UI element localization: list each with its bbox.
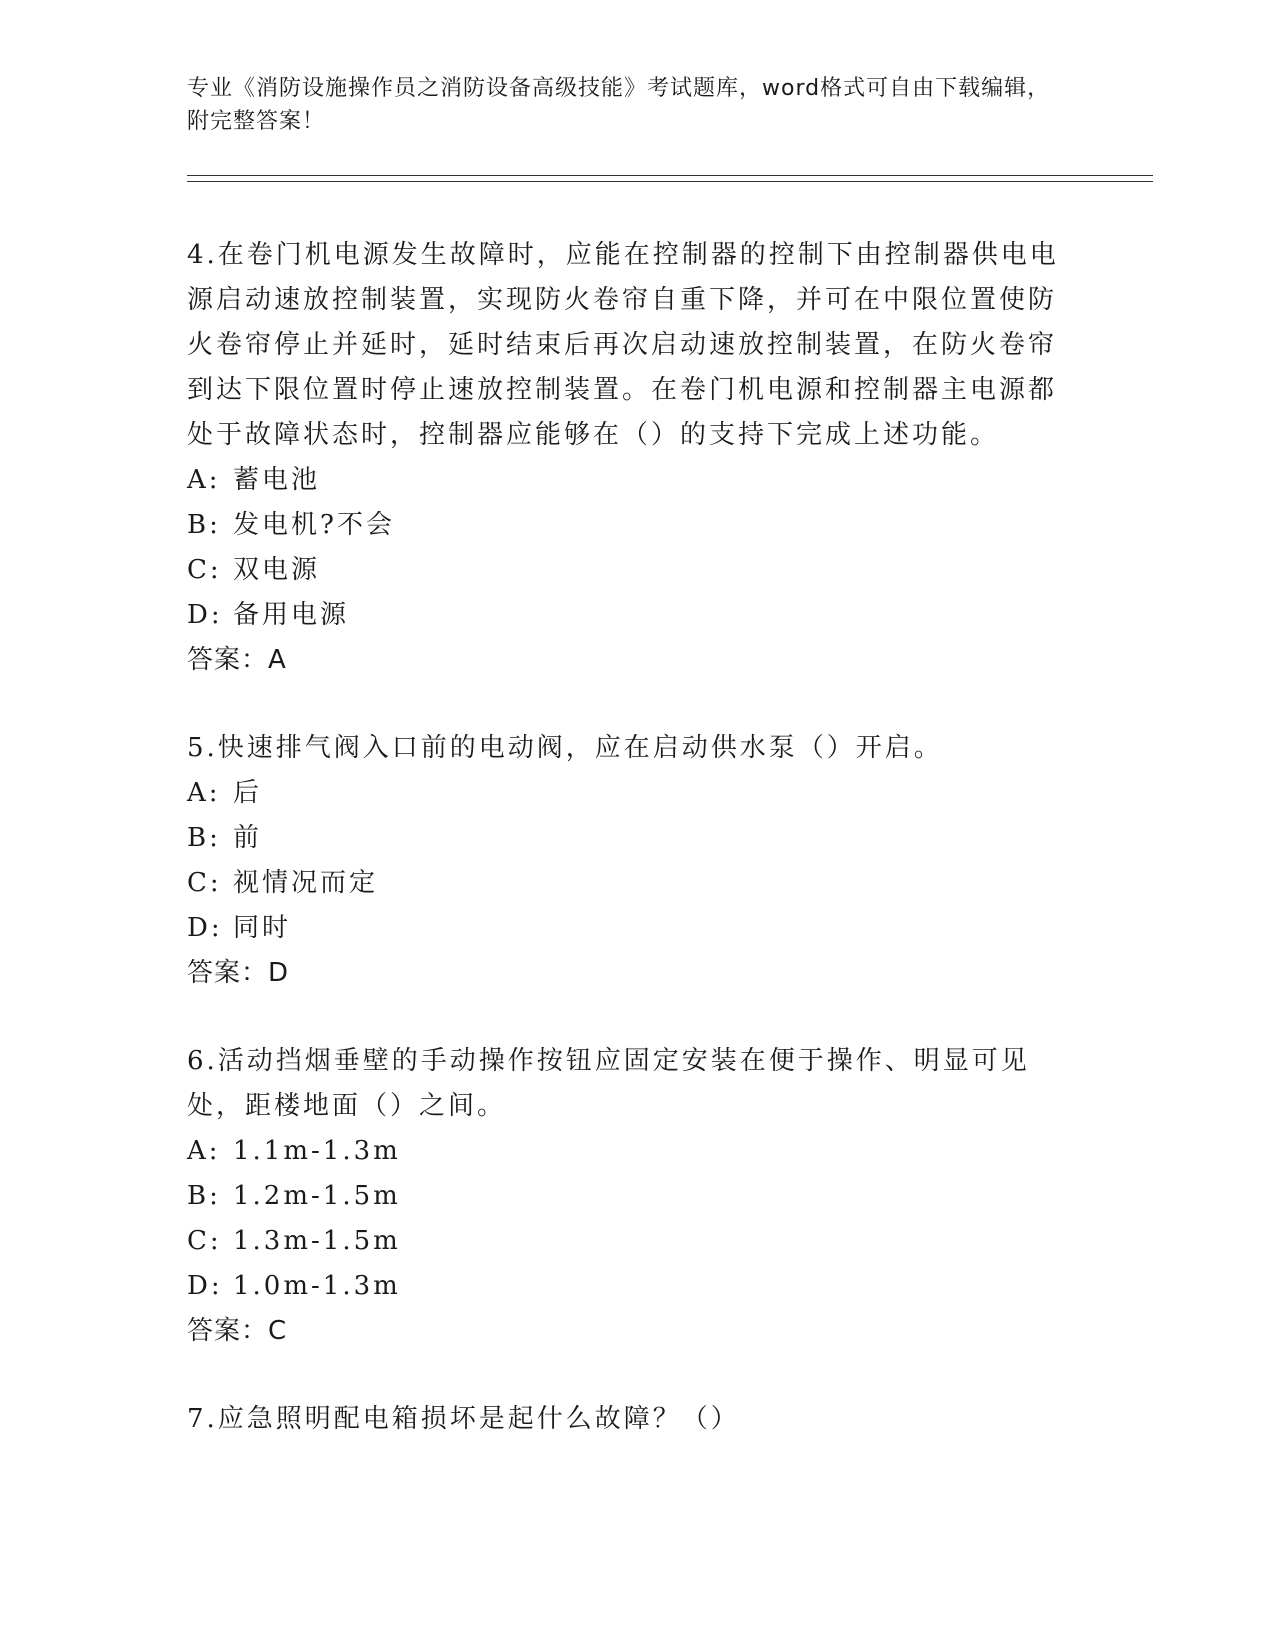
option-d (187, 906, 1067, 951)
question-7 (187, 1397, 1067, 1442)
option-key: A: (187, 778, 221, 808)
option-text: 1.3m-1.5m (233, 1226, 401, 1256)
option-key: B: (187, 823, 221, 853)
option-b (187, 816, 1067, 861)
header-divider-top (187, 175, 1153, 176)
option-key: C: (187, 868, 222, 898)
option-c (187, 548, 1067, 593)
header-divider-bottom (187, 181, 1153, 182)
question-6 (187, 1039, 1067, 1354)
option-text: 蓄电池 (233, 465, 321, 495)
option-b (187, 503, 1067, 548)
question-text: 4.在卷门机电源发生故障时，应能在控制器的控制下由控制器供电电源启动速放控制装置，实现防火卷帘自重下降，并可在中限位置使防火卷帘停止并延时，延时结束后再次启动速放控制装置，在防火卷帘到达下限位置时停止速放控制装置。在卷门机电源和控制器主电源都处于故障状态时，控制器应能够在（）的支持下完成上述功能。 (187, 240, 1059, 450)
option-a (187, 1129, 1067, 1174)
option-a (187, 458, 1067, 503)
option-key: A: (187, 465, 221, 495)
answer-text: 答案：D (187, 958, 290, 988)
option-text: 1.2m-1.5m (233, 1181, 401, 1211)
option-a (187, 771, 1067, 816)
question-text: 5.快速排气阀入口前的电动阀，应在启动供水泵（）开启。 (187, 733, 943, 763)
question-text: 6.活动挡烟垂壁的手动操作按钮应固定安装在便于操作、明显可见处，距楼地面（）之间。 (187, 1046, 1030, 1121)
option-key: D: (187, 600, 223, 630)
option-key: D: (187, 913, 223, 943)
option-text: 前 (233, 823, 263, 853)
option-text: 1.0m-1.3m (233, 1271, 401, 1301)
option-c (187, 1219, 1067, 1264)
question-5 (187, 726, 1067, 996)
header-text: 专业《消防设施操作员之消防设备高级技能》考试题库，word格式可自由下载编辑，附完整答案！ (187, 76, 1051, 134)
option-d (187, 593, 1067, 638)
option-text: 发电机?不会 (233, 510, 395, 540)
question-4 (187, 233, 1067, 683)
option-key: D: (187, 1271, 223, 1301)
question-text: 7.应急照明配电箱损坏是起什么故障？（） (187, 1404, 740, 1434)
answer-text: 答案：C (187, 1316, 288, 1346)
option-b (187, 1174, 1067, 1219)
option-c (187, 861, 1067, 906)
option-text: 后 (233, 778, 263, 808)
answer-text: 答案：A (187, 645, 287, 675)
option-text: 1.1m-1.3m (233, 1136, 401, 1166)
option-key: B: (187, 1181, 221, 1211)
option-key: B: (187, 510, 221, 540)
option-text: 备用电源 (233, 600, 350, 630)
option-text: 双电源 (233, 555, 321, 585)
option-key: C: (187, 1226, 222, 1256)
question-list (187, 233, 1067, 1485)
option-d (187, 1264, 1067, 1309)
option-key: A: (187, 1136, 221, 1166)
option-key: C: (187, 555, 222, 585)
option-text: 同时 (233, 913, 292, 943)
option-text: 视情况而定 (233, 868, 379, 898)
